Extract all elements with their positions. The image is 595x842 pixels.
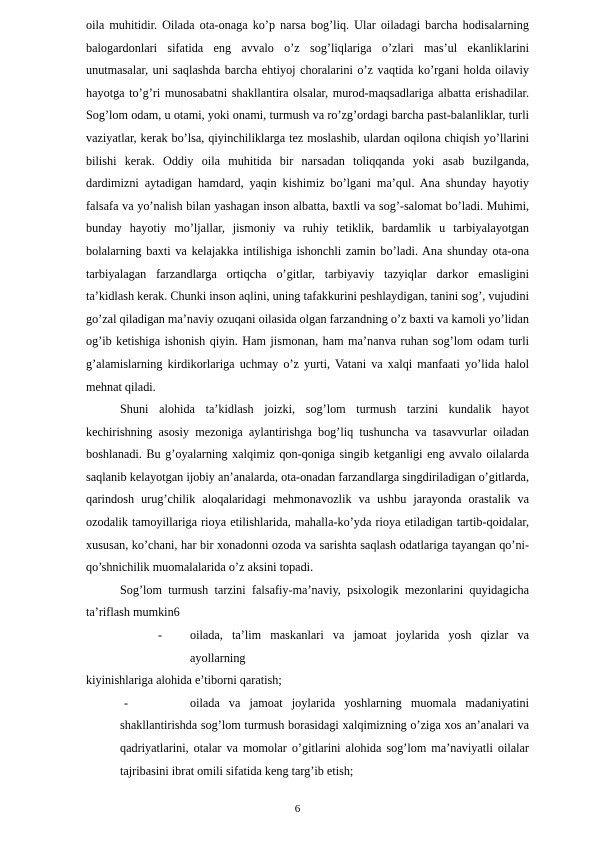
paragraph-3: Sog’lom turmush tarzini falsafiy-ma’naviy, psixologik mezonlarini quyidagicha ta’riflash mumkin6	[86, 582, 529, 620]
bullet-1-first-line: oilada, ta’lim maskanlari va jamoat joylarida yosh qizlar va ayollarning	[190, 628, 529, 665]
paragraph-1: oila muhitidir. Oilada ota-onaga ko’p narsa bog’liq. Ular oiladagi barcha hodisalarning balogardonlari sifatida eng avvalo o’z sog’liqlariga o’zlari mas’ul ekanliklarini unutmasalar, uni saqlashda barcha ehtiyoj choralarini o’z vaqtida ko’rgani holda oilaviy hayotga to’g’ri munosabatni shakllantira olsalar, murod-maqsadlariga albatta erishadilar. Sog’lom odam, u otami, yoki onami, turmush va ro’zg’ordagi barcha past-balanliklar, turli vaziyatlar, kerak bo’lsa, qiyinchiliklarga tez moslashib, ulardan oqilona chiqish yo’llarini bilishi kerak. Oddiy oila muhitida bir narsadan toliqqanda yoki asab buzilganda, dardimizni aytadigan hamdard, yaqin kishimiz bo’lgani ma’qul. Ana shunday hayotiy falsafa va yo’nalish bilan yashagan inson albatta, baxtli va sog’-salomat bo’ladi. Muhimi, bunday hayotiy mo’ljallar, jismoniy va ruhiy tetiklik, bardamlik u tarbiyalayotgan bolalarning baxti va kelajakka intilishiga ishonchli zamin bo’ladi. Ana shunday ota-ona tarbiyalagan farzandlarga ortiqcha o’gitlar, tarbiyaviy tazyiqlar darkor emasligini ta’kidlash kerak. Chunki inson aqlini, uning tafakkurini peshlaydigan, tanini sog’, vujudini go’zal qiladigan ma’naviy ozuqani oilasida olgan farzandning o’z baxti va kamoli yo’lidan og’ib ketishiga ishonish qiyin. Ham jismonan, ham ma’nanva ruhan sog’lom odam turli g’alamislarning kirdikorlariga uchmay o’z yurti, Vatani va xalqi manfaati yo’lida halol mehnat qiladi.	[86, 18, 530, 394]
body-text	[86, 14, 529, 782]
bullet-1-continuation: kiyinishlariga alohida e’tiborni qaratish;	[86, 673, 282, 688]
bullet-item-1	[86, 624, 529, 692]
paragraph-2: Shuni alohida ta’kidlash joizki, sog’lom turmush tarzini kundalik hayot kechirishning asosiy mezoniga aylantirishga bog’liq tushuncha va tasavvurlar oiladan boshlanadi. Bu g’oyalarning xalqimiz qon-qoniga singib ketganligi eng avvalo oilalarda saqlanib kelayotgan ijobiy an’analarda, ota-onadan farzandlarga singdiriladigan o’gitlarda, qarindosh urug’chilik aloqalaridagi mehmonavozlik va ushbu jarayonda orastalik va ozodalik tamoyillariga rioya etilishlarida, mahalla-ko’yda rioya etiladigan tartib-qoidalar, xususan, ko’chani, har bir xonadonni ozoda va sarishta saqlash odatlariga tayangan qo’ni-qo’shnichilik muomalalarida o’z aksini topadi.	[86, 402, 529, 575]
bullet-2-text: oilada va jamoat joylarida yoshlarning muomala madaniyatini shakllantirishda sog’lom turmush borasidagi xalqimizning o’ziga xos an’analari va qadriyatlarini, otalar va momolar o’gitlarini alohida sog’lom ma’naviyatli oilalar tajribasini ibrat omili sifatida keng targ’ib etish;	[120, 695, 529, 778]
bullet-dash: -	[124, 695, 129, 710]
page-number: 6	[294, 803, 301, 815]
bullet-dash: -	[158, 628, 163, 643]
bullet-item-2	[86, 692, 529, 782]
